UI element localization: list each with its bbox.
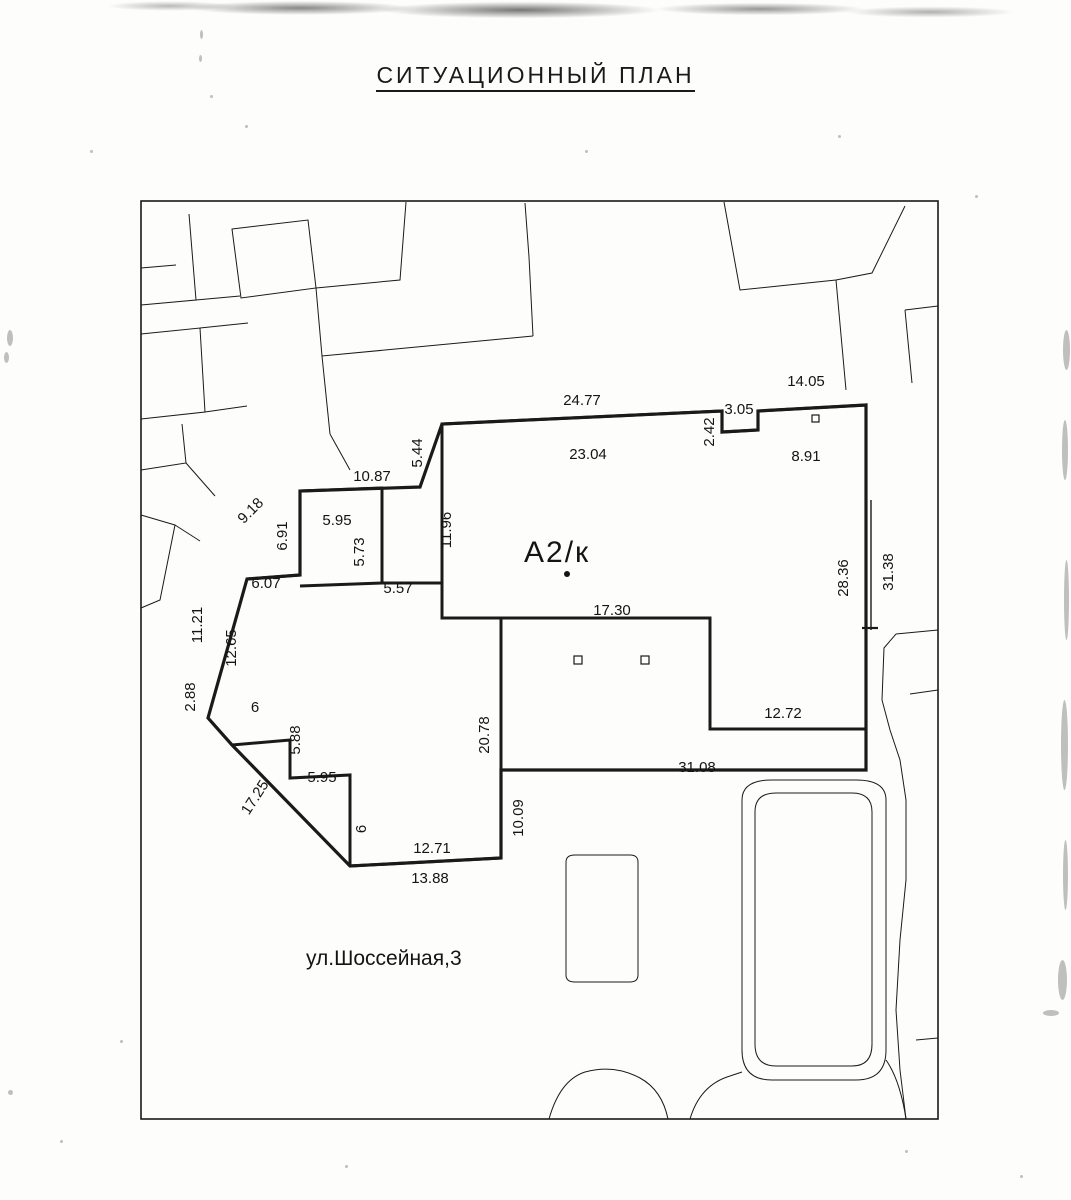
dimension-label: 5.95 (322, 512, 352, 529)
dimension-label: 3.05 (724, 401, 754, 418)
dimension-label: 5.73 (351, 537, 368, 567)
dimension-label: 20.78 (476, 716, 493, 754)
dimension-label: 9.18 (234, 494, 268, 528)
dimension-label: 5.95 (307, 769, 337, 786)
dimension-label: 6.91 (274, 521, 291, 551)
dimension-label: 12.65 (223, 629, 240, 667)
dimension-label: 10.09 (510, 799, 527, 837)
dimension-label: 12.72 (764, 705, 802, 722)
dimension-label: 6 (250, 699, 260, 716)
building-wing-outline (300, 488, 382, 586)
dimension-label: 12.71 (413, 840, 451, 857)
building-center-dot (564, 571, 570, 577)
dimension-label: 2.88 (182, 682, 199, 712)
street-label: ул.Шоссейная,3 (306, 947, 462, 970)
dimension-label: 10.87 (353, 468, 391, 485)
dimension-label: 11.21 (189, 606, 206, 644)
dimension-label: 31.08 (678, 759, 716, 776)
dimension-label: 17.25 (237, 777, 273, 818)
dimension-label: 2.42 (701, 417, 718, 447)
dimension-label: 6 (353, 824, 370, 834)
building-label: A2/к (524, 536, 591, 569)
marker-square (812, 415, 819, 422)
page-title-text: СИТУАЦИОННЫЙ ПЛАН (376, 62, 694, 92)
dimension-label: 5.88 (287, 725, 304, 755)
dimension-label: 23.04 (569, 446, 607, 463)
background-parcels (141, 202, 938, 1119)
marker-square (574, 656, 582, 664)
dimension-label: 24.77 (563, 392, 601, 409)
dimension-label: 5.57 (383, 580, 413, 597)
dimension-label: 31.38 (880, 553, 897, 591)
marker-square (641, 656, 649, 664)
parcel-boundary-outline (208, 405, 866, 866)
plan-frame (141, 201, 938, 1119)
dimension-label: 6.07 (251, 575, 281, 592)
dimension-label: 17.30 (593, 602, 631, 619)
dimension-label: 8.91 (791, 448, 821, 465)
bottom-edge (350, 858, 501, 866)
dimension-label: 5.44 (409, 438, 426, 468)
dimension-label: 11.96 (438, 511, 455, 549)
dimension-label: 14.05 (787, 373, 825, 390)
dimension-label: 28.36 (835, 559, 852, 597)
dimension-label: 13.88 (411, 870, 449, 887)
